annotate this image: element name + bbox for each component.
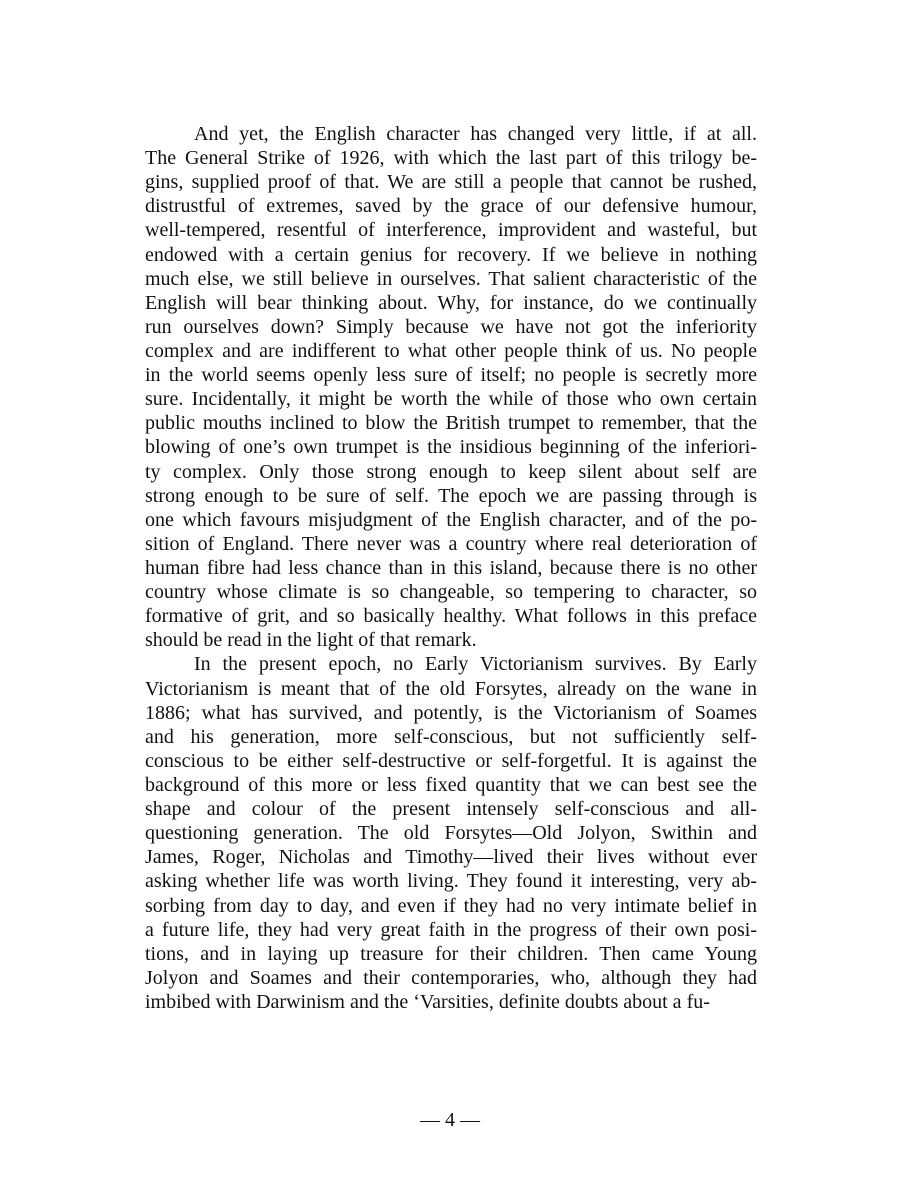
text-line: sure. Incidentally, it might be worth the while of those who own certain (145, 388, 757, 411)
text-line: public mouths inclined to blow the British trumpet to remember, that the (145, 412, 757, 435)
text-line: sorbing from day to day, and even if they had no very intimate belief in (145, 894, 757, 917)
text-line: Jolyon and Soames and their contemporaries, who, although they had (145, 966, 757, 989)
text-line: 1886; what has survived, and potently, is the Victorianism of Soames (145, 701, 757, 724)
text-line: in the world seems openly less sure of itself; no people is secretly more (145, 364, 757, 387)
text-line: complex and are indifferent to what other people think of us. No people (145, 339, 757, 362)
text-line: one which favours misjudgment of the English character, and of the po- (145, 508, 757, 531)
text-line: And yet, the English character has changed very little, if at all. (194, 123, 757, 145)
text-line: The General Strike of 1926, with which the last part of this trilogy be- (145, 147, 757, 170)
text-line: asking whether life was worth living. They found it interesting, very ab- (145, 870, 757, 893)
text-line: and his generation, more self-conscious, but not sufficiently self- (145, 725, 757, 748)
page-number: — 4 — (420, 1109, 480, 1131)
text-line: endowed with a certain genius for recovery. If we believe in nothing (145, 243, 757, 266)
text-line: conscious to be either self-destructive or self-forgetful. It is against the (145, 749, 757, 772)
text-line: country whose climate is so changeable, so tempering to character, so (145, 581, 757, 604)
text-line: run ourselves down? Simply because we have not got the inferiority (145, 315, 757, 338)
text-line: shape and colour of the present intensely self-conscious and all- (145, 798, 757, 821)
text-line: Victorianism is meant that of the old Forsytes, already on the wane in (145, 677, 757, 700)
text-line: questioning generation. The old Forsytes—Old Jolyon, Swithin and (145, 822, 757, 845)
text-line: a future life, they had very great faith in the progress of their own posi- (145, 918, 757, 941)
text-line: sition of England. There never was a country where real deterioration of (145, 532, 757, 555)
text-line: tions, and in laying up treasure for their children. Then came Young (145, 942, 757, 965)
text-line: James, Roger, Nicholas and Timothy—lived their lives without ever (145, 846, 757, 869)
text-line: ty complex. Only those strong enough to keep silent about self are (145, 460, 757, 483)
text-line: gins, supplied proof of that. We are still a people that cannot be rushed, (145, 171, 757, 194)
text-line: well-tempered, resentful of interference, improvident and wasteful, but (145, 219, 757, 242)
text-line: formative of grit, and so basically healthy. What follows in this preface (145, 605, 757, 628)
text-line: background of this more or less fixed quantity that we can best see the (145, 773, 757, 796)
paragraph (145, 122, 757, 652)
text-line: should be read in the light of that remark. (145, 629, 477, 652)
paragraph (145, 652, 757, 1014)
text-line: English will bear thinking about. Why, for instance, do we continually (145, 291, 757, 314)
text-line: imbibed with Darwinism and the ‘Varsities, definite doubts about a fu- (145, 990, 710, 1013)
body-text (145, 122, 757, 1014)
text-line: much else, we still believe in ourselves. That salient characteristic of the (145, 267, 757, 290)
text-line: human fibre had less chance than in this island, because there is no other (145, 556, 757, 579)
text-line: blowing of one’s own trumpet is the insidious beginning of the inferiori- (145, 436, 757, 459)
text-line: In the present epoch, no Early Victorianism survives. By Early (194, 653, 757, 676)
text-line: strong enough to be sure of self. The epoch we are passing through is (145, 484, 757, 507)
text-line: distrustful of extremes, saved by the grace of our defensive humour, (145, 195, 757, 218)
